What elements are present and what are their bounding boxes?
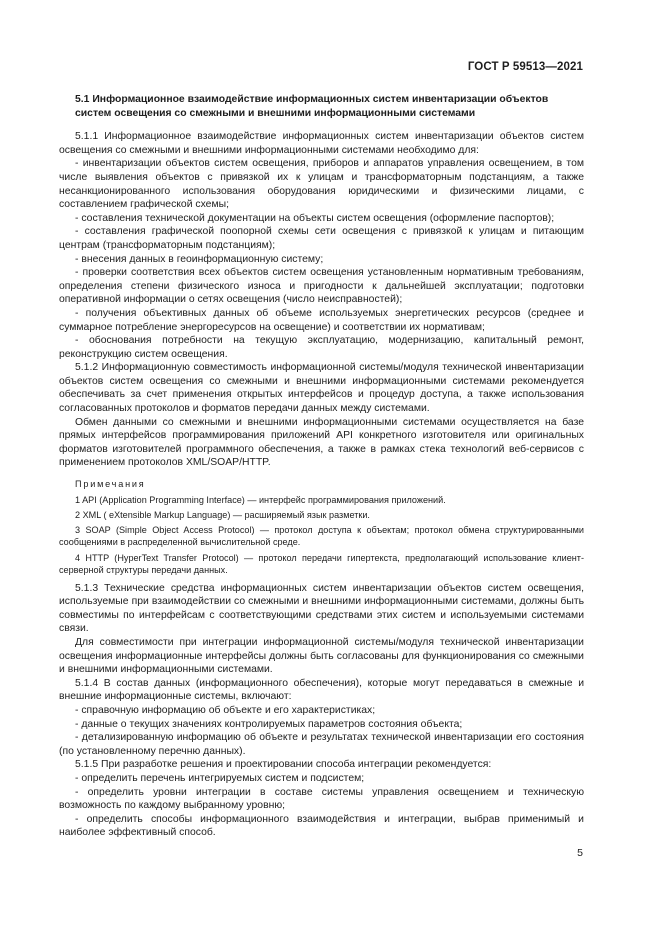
- list-item: - составления графической поопорной схемы сети освещения с привязкой к улицам и питающим центрам (трансформаторным подстанциям);: [59, 226, 584, 251]
- list-item: - проверки соответствия всех объектов систем освещения установленным нормативным требованиям, определения степени физического износа и пригодности к дальнейшей эксплуатации; подготовки оперативной информации о сетях освещения (число неисправностей);: [59, 267, 584, 306]
- paragraph-5-1-3: 5.1.3 Технические средства информационных систем инвентаризации объектов систем освещения, используемые при взаимодействии со смежными и внешними информационными системами, должны быть совместимы по интерфейсам с соответствующими средствами этих систем и используемыми системами связи.: [59, 582, 584, 635]
- document-code-header: ГОСТ Р 59513—2021: [467, 61, 583, 73]
- notes-title: Примечания: [75, 479, 146, 490]
- paragraph-data-exchange: Обмен данными со смежными и внешними информационными системами осуществляется на базе прямых интерфейсов программирования приложений API конкретного изготовителя или оригинальных форматов изготовителей программного обеспечения, а также в рамках стека технологий веб-сервисов с применением протоколов XML/SOAP/HTTP.: [59, 416, 584, 469]
- list-item: - определить перечень интегрируемых систем и подсистем;: [75, 773, 365, 784]
- list-item: - обоснования потребности на текущую эксплуатацию, модернизацию, капитальный ремонт, реконструкцию систем освещения.: [59, 335, 584, 360]
- list-item: - данные о текущих значениях контролируемых параметров состояния объекта;: [75, 718, 463, 730]
- content-after-notes: [59, 582, 584, 840]
- paragraph-compatibility: Для совместимости при интеграции информационной системы/модуля технической инвентаризации освещения информационные интерфейсы должны быть согласованы для функционирования со смежными и внешними информационными системами.: [59, 637, 584, 676]
- list-item: - составления технической документации на объекты систем освещения (оформление паспортов);: [75, 212, 555, 224]
- page-number: 5: [577, 847, 583, 859]
- list-item: - определить уровни интеграции в составе системы управления освещением и техническую возможность по каждому выбранному уровню;: [59, 786, 584, 812]
- list-item: - справочную информацию об объекте и его характеристиках;: [75, 705, 376, 717]
- list-item: - детализированную информацию об объекте и результатах технической инвентаризации его состояния (по установленному перечню данных).: [59, 732, 584, 757]
- note-item: 1 API (Application Programming Interface) — интерфейс программирования приложений.: [75, 494, 446, 505]
- note-item: 4 HTTP (HyperText Transfer Protocol) — протокол передачи гипертекста, предполагающий использование клиент-серверной структуры передачи данных.: [59, 552, 584, 576]
- note-item: 3 SOAP (Simple Object Access Protocol) — протокол доступа к объектам; протокол обмена структурированными сообщениями в распределенной вычислительной среде.: [59, 524, 584, 548]
- list-item: - получения объективных данных об объеме используемых энергетических ресурсов (среднее и суммарное потребление энергоресурсов на освещение) и соответствии их нормативам;: [59, 307, 584, 333]
- paragraph-5-1-5: 5.1.5 При разработке решения и проектировании способа интеграции рекомендуется:: [75, 759, 492, 771]
- list-item: - внесения данных в геоинформационную систему;: [75, 253, 324, 265]
- section-title: 5.1 Информационное взаимодействие информационных систем инвентаризации объектов систем освещения со смежными и внешними информационными системами: [75, 94, 549, 119]
- list-item: - определить способы информационного взаимодействия и интеграции, выбрав применимый и наиболее эффективный способ.: [59, 813, 584, 839]
- page-content: [59, 93, 584, 840]
- notes-block: [59, 478, 584, 577]
- list-item: - инвентаризации объектов систем освещения, приборов и аппаратов управления освещением, в том числе выявления объектов с привязкой их к улицам и трансформаторным подстанциям, а также несанкционированного использования оборудования юридическими и физическими лицами, с составлением графической схемы;: [59, 158, 584, 211]
- paragraph-5-1-4: 5.1.4 В состав данных (информационного обеспечения), которые могут передаваться в смежные и внешние информационные системы, включают:: [59, 677, 584, 703]
- note-item: 2 XML ( eXtensible Markup Language) — расширяемый язык разметки.: [75, 509, 370, 520]
- paragraph-5-1-2: 5.1.2 Информационную совместимость информационной системы/модуля технической инвентаризации объектов систем освещения со смежными и внешними информационными системами рекомендуется обеспечивать за счет применения открытых интерфейсов и процедур доступа, а также использования согласованных протоколов и форматов передачи данных между системами.: [59, 362, 584, 415]
- paragraph-5-1-1: 5.1.1 Информационное взаимодействие информационных систем инвентаризации объектов систем освещения со смежными и внешними информационными системами необходимо для:: [59, 131, 584, 156]
